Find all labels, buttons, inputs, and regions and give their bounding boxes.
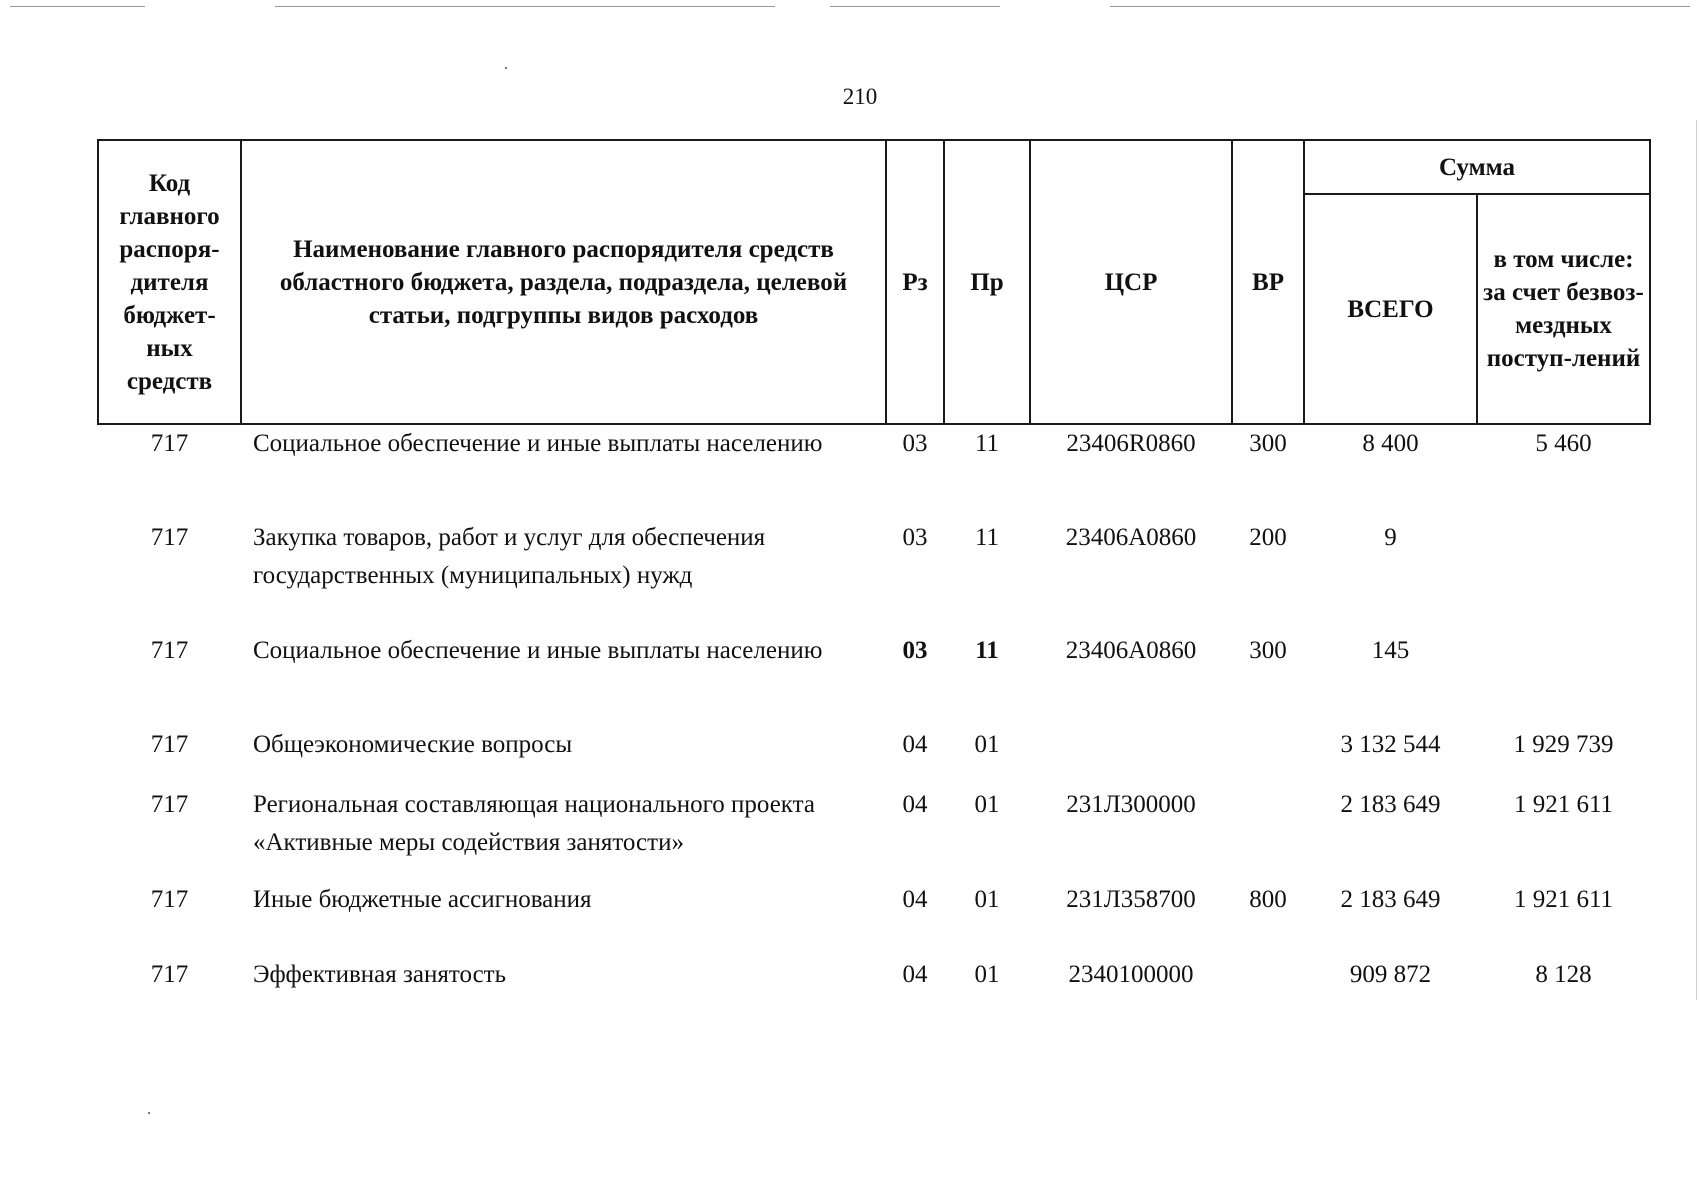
scan-edge-line — [10, 6, 145, 7]
cell-gratuitous: 1 929 739 — [1513, 731, 1614, 758]
cell-rz: 04 — [902, 791, 928, 818]
cell-total: 3 132 544 — [1340, 731, 1441, 758]
table-row — [98, 424, 1650, 519]
cell-rz: 03 — [902, 524, 928, 551]
cell-vr — [1232, 726, 1304, 786]
cell-rz: 03 — [902, 430, 928, 457]
cell-name: Социальное обеспечение и иные выплаты населению — [253, 637, 823, 664]
header-pr: Пр — [944, 140, 1030, 424]
header-sum: Сумма — [1304, 140, 1650, 194]
cell-csr: 23406R0860 — [1066, 430, 1196, 457]
header-rz: Рз — [886, 140, 944, 424]
cell-rz: 04 — [902, 731, 928, 758]
table-header — [98, 140, 1650, 424]
cell-gratuitous: 1 921 611 — [1513, 886, 1614, 913]
cell-pr: 01 — [974, 731, 1000, 758]
cell-code: 717 — [150, 637, 189, 664]
cell-total: 8 400 — [1362, 430, 1419, 457]
cell-rz: 04 — [902, 961, 928, 988]
cell-gratuitous — [1477, 632, 1650, 726]
cell-total: 2 183 649 — [1340, 791, 1441, 818]
scan-edge-mark — [1696, 120, 1697, 1000]
cell-vr: 300 — [1249, 637, 1287, 664]
table-row — [98, 786, 1650, 881]
header-total: ВСЕГО — [1304, 194, 1477, 424]
cell-rz: 04 — [902, 886, 928, 913]
cell-name: Региональная составляющая национального проекта «Активные меры содействия занятости» — [253, 791, 815, 856]
header-name: Наименование главного распорядителя средств областного бюджета, раздела, подраздела, целевой статьи, подгруппы видов расходов — [241, 140, 886, 424]
cell-rz: 03 — [902, 637, 928, 664]
cell-name: Закупка товаров, работ и услуг для обеспечения государственных (муниципальных) нужд — [253, 524, 766, 589]
cell-code: 717 — [150, 731, 189, 758]
cell-vr: 800 — [1249, 886, 1287, 913]
cell-code: 717 — [150, 430, 189, 457]
budget-table — [97, 139, 1651, 1016]
scan-edge-line — [830, 6, 1000, 7]
page-number: 210 — [842, 84, 878, 109]
cell-pr: 01 — [974, 961, 1000, 988]
table-row — [98, 726, 1650, 786]
cell-name: Эффективная занятость — [253, 961, 506, 988]
scan-edge-line — [1110, 6, 1690, 7]
scan-edge-line — [275, 6, 775, 7]
cell-code: 717 — [150, 791, 189, 818]
scan-dot — [505, 67, 507, 69]
cell-gratuitous: 8 128 — [1535, 961, 1592, 988]
cell-csr: 2340100000 — [1068, 961, 1194, 988]
header-code: Код главного распоря-дителя бюджет-ных средств — [98, 140, 241, 424]
cell-csr: 231Л358700 — [1066, 886, 1196, 913]
header-csr: ЦСР — [1030, 140, 1232, 424]
header-gratuitous: в том числе: за счет безвоз-мездных поступ-лений — [1477, 194, 1650, 424]
cell-csr — [1030, 726, 1232, 786]
cell-csr: 23406A0860 — [1065, 637, 1197, 664]
cell-gratuitous: 1 921 611 — [1513, 791, 1614, 818]
cell-name: Общеэкономические вопросы — [253, 731, 573, 758]
cell-gratuitous: 5 460 — [1535, 430, 1592, 457]
cell-total: 145 — [1371, 637, 1410, 664]
cell-total: 909 872 — [1349, 961, 1432, 988]
cell-pr: 11 — [974, 524, 1000, 551]
table-row — [98, 881, 1650, 956]
table-body — [98, 424, 1650, 1016]
cell-pr: 01 — [974, 886, 1000, 913]
cell-code: 717 — [150, 961, 189, 988]
cell-vr — [1232, 956, 1304, 1016]
cell-code: 717 — [150, 524, 189, 551]
cell-csr: 23406A0860 — [1065, 524, 1197, 551]
scan-dot — [148, 1112, 150, 1114]
cell-name: Иные бюджетные ассигнования — [253, 886, 592, 913]
cell-total: 2 183 649 — [1340, 886, 1441, 913]
cell-vr: 300 — [1249, 430, 1287, 457]
cell-code: 717 — [150, 886, 189, 913]
cell-pr: 11 — [974, 430, 1000, 457]
cell-gratuitous — [1477, 519, 1650, 632]
table-row — [98, 632, 1650, 726]
header-vr: ВР — [1232, 140, 1304, 424]
table-row — [98, 519, 1650, 632]
table-row — [98, 956, 1650, 1016]
cell-pr: 01 — [974, 791, 1000, 818]
cell-total: 9 — [1384, 524, 1397, 551]
cell-vr: 200 — [1249, 524, 1287, 551]
cell-pr: 11 — [975, 637, 999, 664]
cell-name: Социальное обеспечение и иные выплаты населению — [253, 430, 823, 457]
cell-vr — [1232, 786, 1304, 881]
cell-csr: 231Л300000 — [1066, 791, 1196, 818]
